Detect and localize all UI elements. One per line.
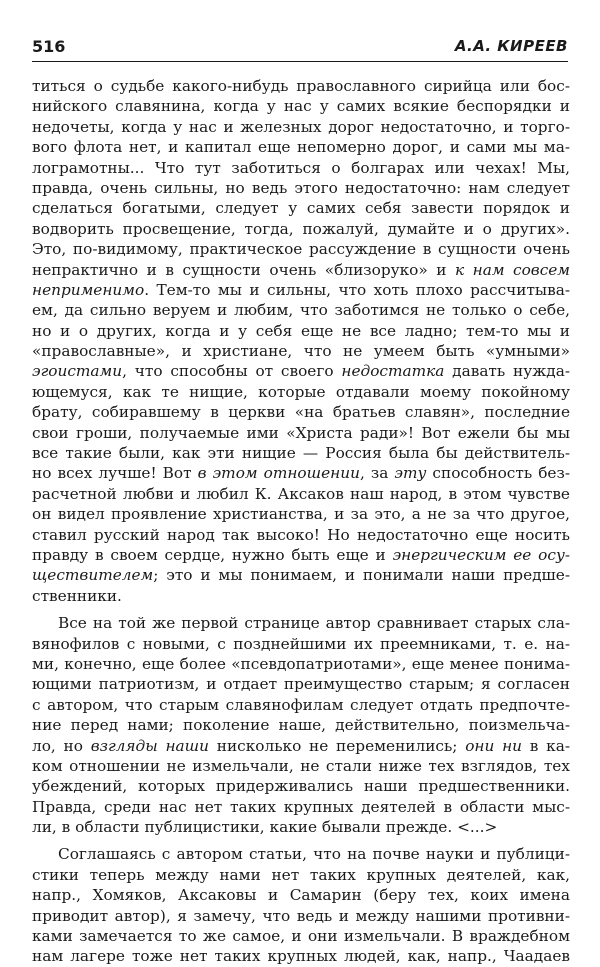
italic-emphasis: к нам совсем — [454, 260, 570, 279]
italic-emphasis: они ни — [465, 736, 523, 755]
text-line — [32, 178, 570, 198]
text-line — [32, 525, 570, 545]
text-line — [32, 463, 570, 483]
text-line — [32, 96, 570, 116]
text-line — [32, 382, 570, 402]
text-run: вого флота нет, и капитал еще непомерно дорог, и сами мы ма- — [32, 138, 570, 157]
text-run: правду в своем сердце, нужно быть еще и — [32, 545, 393, 564]
text-line — [32, 776, 570, 796]
text-line — [32, 865, 570, 885]
text-run: , за — [359, 464, 395, 483]
text-run: Это, по-видимому, практическое рассуждение в сущности очень — [32, 240, 570, 259]
text-run: титься о судьбе какого-нибудь православного сирийца или бос- — [32, 77, 570, 95]
text-line — [32, 321, 570, 341]
text-line — [32, 198, 570, 218]
text-line — [32, 117, 570, 137]
text-run: ем, да сильно веруем и любим, что заботимся не только о себе, — [32, 301, 570, 320]
text-run: ками замечается то же самое, и они измельчали. В враждебном — [32, 927, 570, 946]
body-text — [32, 76, 570, 967]
italic-emphasis: неприменимо — [32, 280, 145, 299]
text-run: ло, но — [32, 736, 91, 755]
text-line — [32, 137, 570, 157]
text-line — [32, 654, 570, 674]
text-run: , что способны от своего — [122, 362, 342, 381]
text-line — [32, 817, 570, 837]
paragraph-gap — [32, 837, 570, 844]
text-run: с автором, что старым славянофилам следует отдать предпочте- — [32, 695, 570, 714]
text-run: свои гроши, получаемые ими «Христа ради»! Вот ежели бы мы — [32, 423, 570, 442]
text-line — [32, 484, 570, 504]
text-run: Соглашаясь с автором статьи, что на почве науки и публици- — [58, 845, 570, 864]
text-run: напр., Хомяков, Аксаковы и Самарин (беру тех, коих имена — [32, 886, 570, 905]
text-run: ми, конечно, еще более «псевдопатриотами», еще менее понима- — [32, 654, 570, 673]
text-run: давать нужда- — [444, 362, 570, 381]
text-line — [32, 443, 570, 463]
text-line — [32, 586, 570, 606]
text-line — [32, 926, 570, 946]
text-run: ; это и мы понимаем, и понимали наши предше- — [153, 566, 570, 585]
text-run: способность без- — [426, 464, 570, 483]
text-line — [32, 158, 570, 178]
text-line — [32, 280, 570, 300]
italic-emphasis: ществителем — [32, 566, 154, 585]
page-header — [32, 37, 568, 62]
text-run: ставил русский народ так высоко! Но недостаточно еще носить — [32, 525, 570, 544]
text-run: приводит автор), я замечу, что ведь и между нашими противни- — [32, 906, 570, 925]
text-run: недочеты, когда у нас и железных дорог недостаточно, и торго- — [32, 117, 570, 136]
text-line — [32, 545, 570, 565]
text-run: в ка- — [522, 736, 570, 755]
text-run: ли, в области публицистики, какие бывали прежде. <...> — [32, 818, 498, 837]
text-line — [32, 756, 570, 776]
page-number: 516 — [32, 37, 66, 56]
text-run: нам лагере тоже нет таких крупных людей, как, напр., Чаадаев — [32, 947, 570, 966]
text-line — [32, 341, 570, 361]
text-line — [32, 695, 570, 715]
text-line — [32, 634, 570, 654]
text-run: ние перед нами; поколение наше, действительно, поизмельча- — [32, 716, 570, 735]
text-line — [32, 565, 570, 585]
italic-emphasis: энергическим ее осу- — [392, 545, 570, 564]
text-line — [32, 674, 570, 694]
text-run: но и о других, когда и у себя еще не все ладно; тем-то мы и — [32, 321, 570, 340]
running-head-author: А.А. КИРЕЕВ — [454, 37, 568, 55]
text-line — [32, 260, 570, 280]
paragraph-gap — [32, 606, 570, 613]
text-run: лограмотны... Что тут заботиться о болгарах или чехах! Мы, — [32, 158, 570, 177]
text-run: вянофилов с новыми, с позднейшими их преемниками, т. е. на- — [32, 634, 570, 653]
text-line — [32, 613, 570, 633]
text-run: расчетной любви и любил К. Аксаков наш народ, в этом чувстве — [32, 484, 570, 503]
text-run: сделаться богатыми, следует у самих себя завести порядок и — [32, 199, 570, 218]
text-line — [32, 715, 570, 735]
text-line — [32, 797, 570, 817]
text-run: убеждений, которых придерживались наши предшественники. — [32, 777, 570, 796]
text-run: он видел проявление христианства, и за это, а не за что другое, — [32, 505, 570, 524]
text-line — [32, 736, 570, 756]
text-run: Все на той же первой странице автор сравнивает старых сла- — [58, 614, 570, 633]
text-line — [32, 361, 570, 381]
text-line — [32, 76, 570, 96]
italic-emphasis: эту — [394, 464, 427, 483]
text-run: ющими патриотизм, и отдает преимущество старым; я согласен — [32, 675, 570, 694]
italic-emphasis: в этом отношении — [197, 464, 360, 483]
text-run: ственники. — [32, 586, 122, 605]
text-run: все такие были, как эти нищие — Россия была бы действитель- — [32, 444, 570, 463]
text-line — [32, 239, 570, 259]
text-run: ющемуся, как те нищие, которые отдавали моему покойному — [32, 382, 570, 401]
text-run: . Тем-то мы и сильны, что хоть плохо рассчитыва- — [144, 280, 570, 299]
text-line — [32, 219, 570, 239]
text-line — [32, 946, 570, 966]
text-run: водворить просвещение, тогда, пожалуй, думайте и о других». — [32, 219, 570, 238]
text-line — [32, 885, 570, 905]
text-line — [32, 504, 570, 524]
text-line — [32, 402, 570, 422]
text-line — [32, 423, 570, 443]
text-line — [32, 906, 570, 926]
text-run: нийского славянина, когда у нас у самих всякие беспорядки и — [32, 97, 570, 116]
text-line — [32, 844, 570, 864]
italic-emphasis: недостатка — [341, 362, 445, 381]
text-line — [32, 300, 570, 320]
italic-emphasis: взгляды наши — [90, 736, 209, 755]
text-run: правда, очень сильны, но ведь этого недостаточно: нам следует — [32, 178, 570, 197]
text-run: но всех лучше! Вот — [32, 464, 198, 483]
text-run: стики теперь между нами нет таких крупных деятелей, как, — [32, 865, 570, 884]
text-run: «православные», и христиане, что не умеем быть «умными» — [32, 342, 570, 361]
text-run: Правда, среди нас нет таких крупных деятелей в области мыс- — [32, 797, 570, 816]
text-run: брату, собиравшему в церкви «на братьев славян», последние — [32, 403, 570, 422]
text-run: ком отношении не измельчали, не стали ниже тех взглядов, тех — [32, 756, 570, 775]
text-run: нисколько не переменились; — [209, 736, 466, 755]
italic-emphasis: эгоистами — [32, 362, 123, 381]
text-run: непрактично и в сущности очень «близоруко» и — [32, 260, 455, 279]
